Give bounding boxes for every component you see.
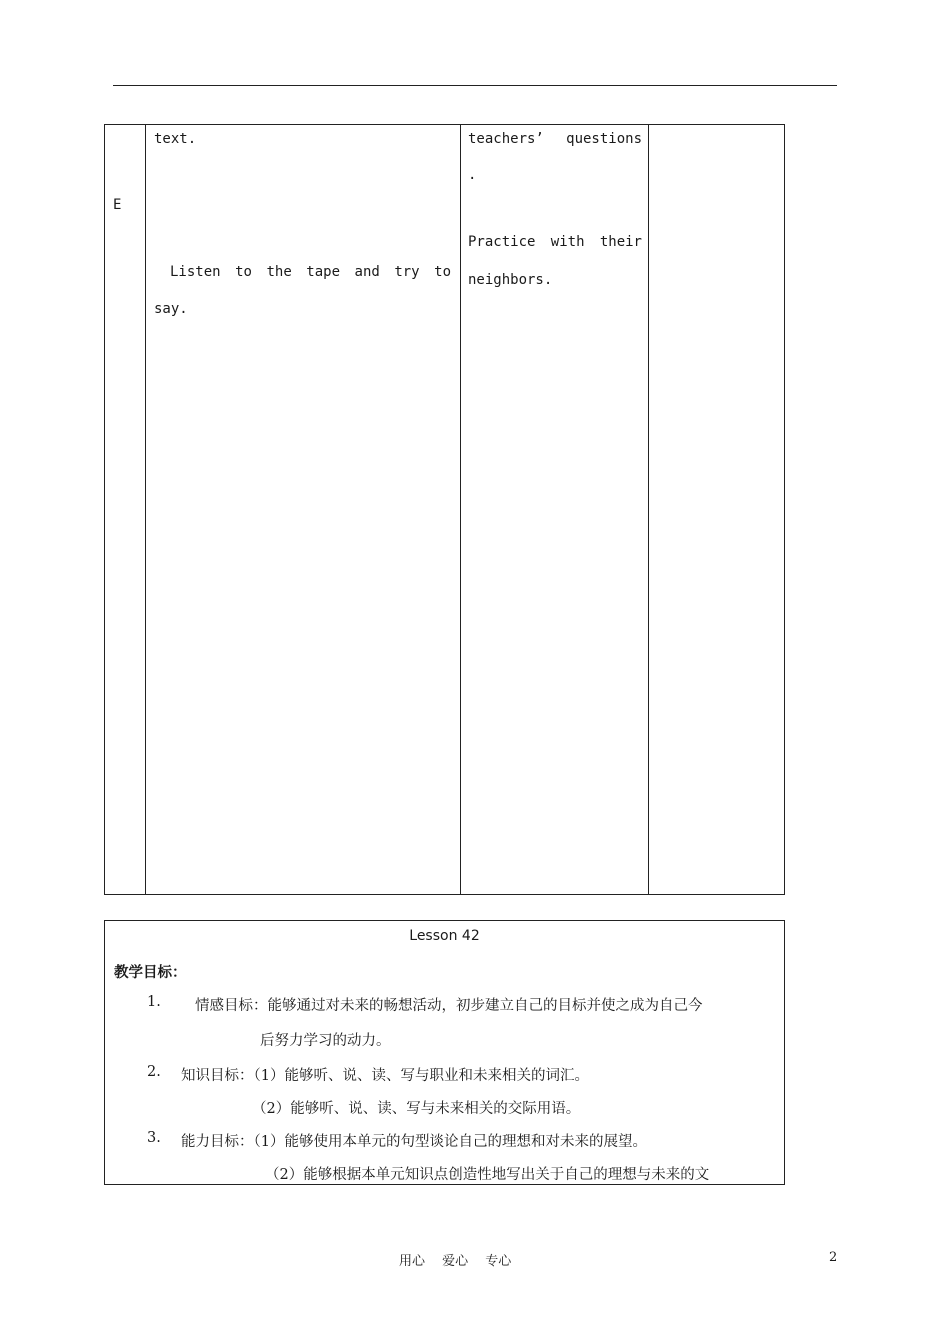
item-number: 1. — [147, 994, 161, 1010]
cell-text-line: neighbors. — [468, 272, 553, 288]
cell-text-justified-line: Practice with their — [468, 234, 642, 250]
objective-knowledge-cont: （2）能够听、说、读、写与未来相关的交际用语。 — [252, 1101, 581, 1117]
step-label: E — [113, 197, 122, 213]
lesson-title: Lesson 42 — [409, 928, 480, 944]
objective-ability-cont: （2）能够根据本单元知识点创造性地写出关于自己的理想与未来的文 — [265, 1167, 710, 1183]
objective-emotional-cont: 后努力学习的动力。 — [260, 1033, 391, 1049]
page-number: 2 — [829, 1250, 838, 1265]
table-cell-step — [105, 125, 146, 894]
item-number: 3. — [147, 1130, 161, 1146]
item-number: 2. — [147, 1064, 161, 1080]
cell-text-line: . — [468, 167, 477, 183]
lesson-table-continued — [104, 124, 785, 895]
lesson-objectives-box — [104, 920, 785, 1185]
objective-knowledge: 知识目标：（1）能够听、说、读、写与职业和未来相关的词汇。 — [181, 1068, 589, 1084]
table-cell-teacher-activity — [145, 125, 461, 894]
table-cell-student-activity — [460, 125, 649, 894]
cell-text-justified-line: Listen to the tape and try to — [170, 264, 451, 280]
cell-text-line: say. — [154, 301, 188, 317]
objective-ability: 能力目标：（1）能够使用本单元的句型谈论自己的理想和对未来的展望。 — [181, 1134, 647, 1150]
objective-emotional: 情感目标：能够通过对未来的畅想活动，初步建立自己的目标并使之成为自己今 — [195, 998, 703, 1014]
cell-text-line: text. — [154, 131, 197, 147]
table-cell-notes — [648, 125, 784, 894]
objectives-heading: 教学目标： — [114, 965, 187, 981]
cell-text-justified-line: teachers’ questions — [468, 131, 642, 147]
footer-motto: 用心 爱心 专心 — [399, 1254, 512, 1269]
header-rule — [113, 85, 837, 86]
